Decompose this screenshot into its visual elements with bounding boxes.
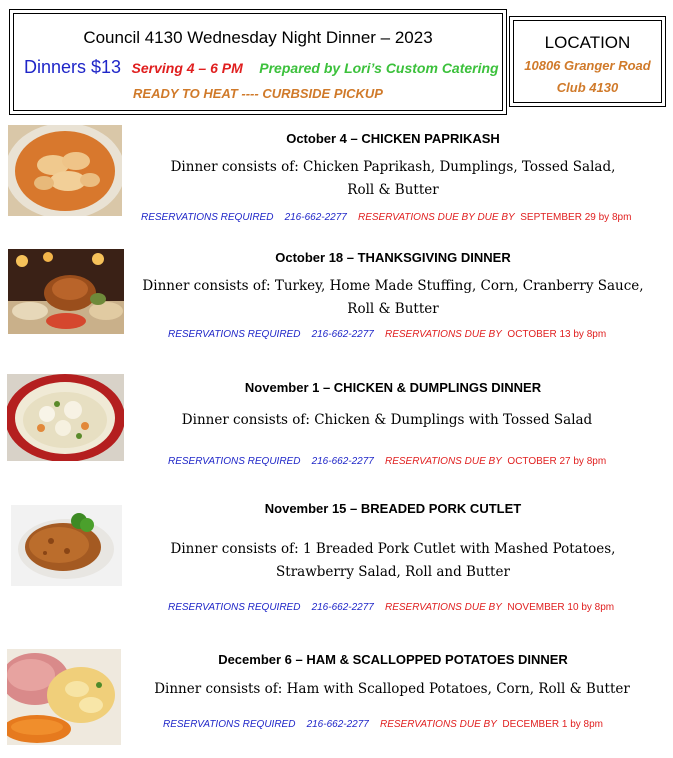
due-date: OCTOBER 27 by 8pm: [507, 456, 607, 467]
dinner-4-description: [130, 538, 656, 584]
due-by-label: RESERVATIONS DUE BY: [384, 602, 502, 613]
dinner-5-description-line-1: Dinner consists of: Ham with Scalloped Potatoes, Corn, Roll & Butter: [154, 681, 630, 697]
dinner-4-description-line-1: Dinner consists of: 1 Breaded Pork Cutlet with Mashed Potatoes,: [170, 541, 616, 557]
reservation-required-label: RESERVATIONS REQUIRED: [168, 329, 301, 340]
dinner-1-description-line-1: Dinner consists of: Chicken Paprikash, Dumplings, Tossed Salad,: [170, 159, 616, 175]
due-by-label: RESERVATIONS DUE BY: [384, 456, 502, 467]
dinner-3-description: [120, 409, 654, 432]
reservation-required-label: RESERVATIONS REQUIRED: [141, 212, 274, 223]
reservation-required-label: RESERVATIONS REQUIRED: [168, 602, 301, 613]
due-date: NOVEMBER 10 by 8pm: [507, 602, 615, 613]
due-by-label: RESERVATIONS DUE BY: [379, 719, 497, 730]
reservation-phone: 216-662-2277: [306, 719, 369, 730]
reservation-required-label: RESERVATIONS REQUIRED: [163, 719, 296, 730]
dinner-2-title: October 18 – THANKSGIVING DINNER: [275, 250, 511, 265]
reservation-phone: 216-662-2277: [311, 456, 374, 467]
dinner-5-title: December 6 – HAM & SCALLOPPED POTATOES DINNER: [218, 652, 568, 667]
due-date: SEPTEMBER 29 by 8pm: [520, 212, 632, 223]
location-box: [509, 16, 666, 107]
dinner-4-reservation: [168, 602, 614, 613]
header-info-line: [24, 57, 499, 78]
due-date: OCTOBER 13 by 8pm: [507, 329, 607, 340]
dinner-2-description: [130, 275, 656, 321]
ham-potatoes-photo: [7, 649, 121, 745]
dinner-2-reservation: [168, 329, 606, 340]
price-label: Dinners $13: [24, 57, 122, 77]
thanksgiving-dinner-photo: [8, 249, 124, 334]
location-place: Club 4130: [556, 80, 619, 95]
due-by-label: RESERVATIONS DUE BY DUE BY: [357, 212, 515, 223]
chicken-dumplings-photo: [7, 374, 124, 461]
dinner-1-title: October 4 – CHICKEN PAPRIKASH: [286, 131, 500, 146]
reservation-phone: 216-662-2277: [311, 602, 374, 613]
dinner-5-description: [128, 678, 656, 701]
dinner-1-description-line-2: Roll & Butter: [347, 182, 439, 198]
dinner-3-description-line-1: Dinner consists of: Chicken & Dumplings with Tossed Salad: [181, 412, 593, 428]
dinner-2-description-line-2: Roll & Butter: [347, 301, 439, 317]
dinner-1-description: [130, 156, 656, 202]
dinner-1-reservation: [141, 212, 631, 223]
page-title: Council 4130 Wednesday Night Dinner – 2023: [83, 28, 433, 47]
header-box-inner: [13, 13, 503, 111]
reservation-phone: 216-662-2277: [284, 212, 347, 223]
location-box-inner: [513, 20, 662, 103]
chicken-paprikash-photo: [8, 125, 122, 216]
reservation-required-label: RESERVATIONS REQUIRED: [168, 456, 301, 467]
dinner-4-title: November 15 – BREADED PORK CUTLET: [264, 501, 522, 516]
location-heading: LOCATION: [544, 33, 631, 52]
location-address: 10806 Granger Road: [524, 58, 651, 73]
dinner-4-description-line-2: Strawberry Salad, Roll and Butter: [276, 564, 510, 580]
serving-time: Serving 4 – 6 PM: [131, 60, 243, 76]
header-box: [9, 9, 507, 115]
dinner-3-reservation: [168, 456, 606, 467]
pork-cutlet-photo: [11, 505, 122, 586]
caterer-credit: Prepared by Lori’s Custom Catering: [259, 60, 499, 76]
reservation-phone: 216-662-2277: [311, 329, 374, 340]
due-date: DECEMBER 1 by 8pm: [502, 719, 604, 730]
dinner-5-reservation: [163, 719, 603, 730]
pickup-note: READY TO HEAT ---- CURBSIDE PICKUP: [133, 86, 383, 101]
dinner-3-title: November 1 – CHICKEN & DUMPLINGS DINNER: [244, 380, 542, 395]
due-by-label: RESERVATIONS DUE BY: [384, 329, 502, 340]
dinner-2-description-line-1: Dinner consists of: Turkey, Home Made Stuffing, Corn, Cranberry Sauce,: [142, 278, 644, 294]
